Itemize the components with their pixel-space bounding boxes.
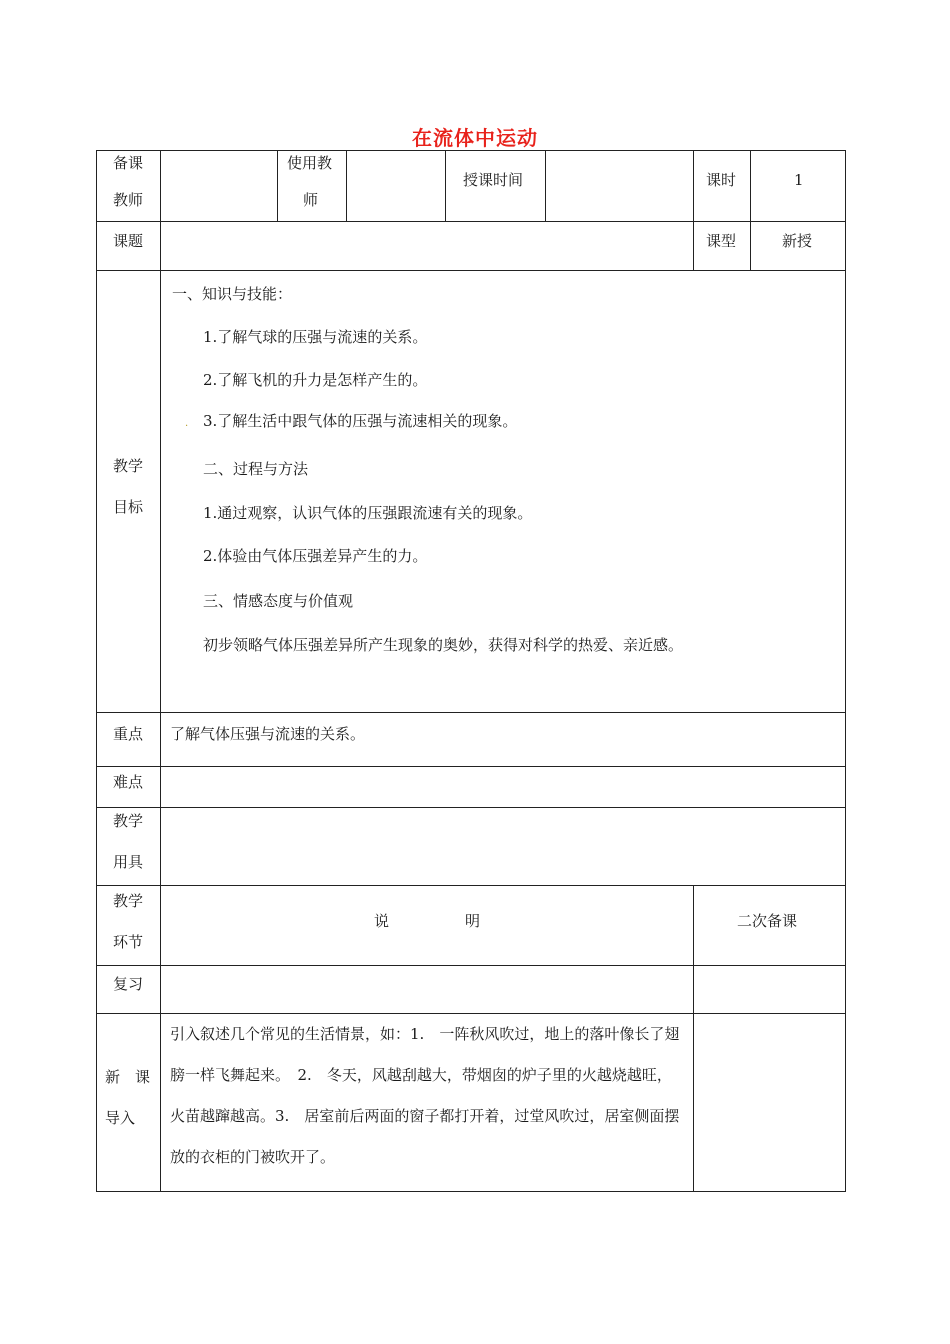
stage-label: 环节 — [113, 933, 144, 951]
row-divider — [96, 712, 846, 713]
second-prep-header: 二次备课 — [737, 912, 798, 930]
lesson-type-label: 课型 — [706, 232, 737, 250]
teach-time-label: 授课时间 — [463, 171, 524, 189]
row-divider — [96, 965, 846, 966]
goal-item: 1.了解气球的压强与流速的关系。 — [203, 328, 428, 346]
goal-item: 1.通过观察，认识气体的压强跟流速有关的现象。 — [203, 504, 533, 522]
goal-heading: 三、情感态度与价值观 — [203, 592, 354, 610]
review-label: 复习 — [113, 975, 144, 993]
column-divider — [750, 150, 751, 270]
period-label: 课时 — [706, 171, 737, 189]
difficulty-label: 难点 — [113, 773, 144, 791]
stray-dot: . — [185, 418, 189, 429]
row-divider — [96, 766, 846, 767]
row-divider — [96, 221, 846, 222]
row-divider — [96, 807, 846, 808]
topic-label: 课题 — [113, 232, 144, 250]
key-point-value: 了解气体压强与流速的关系。 — [170, 725, 366, 743]
goal-item: 2.了解飞机的升力是怎样产生的。 — [203, 371, 428, 389]
column-divider — [693, 150, 694, 270]
goal-item: 2.体验由气体压强差异产生的力。 — [203, 547, 428, 565]
use-teacher-label: 使用教 — [287, 154, 333, 172]
column-divider — [277, 150, 278, 221]
intro-label: 导入 — [105, 1109, 136, 1127]
column-divider — [346, 150, 347, 221]
tools-label: 用具 — [113, 853, 144, 871]
goals-label: 教学 — [113, 457, 144, 475]
tools-label: 教学 — [113, 812, 144, 830]
use-teacher-label: 师 — [303, 191, 319, 209]
goals-label: 目标 — [113, 498, 144, 516]
key-point-label: 重点 — [113, 725, 144, 743]
column-divider — [693, 885, 694, 1192]
prep-teacher-label: 备课 — [113, 154, 144, 172]
page-title: 在流体中运动 — [412, 126, 538, 150]
column-divider — [445, 150, 446, 221]
column-divider — [160, 150, 161, 1192]
description-header: 说 — [374, 912, 390, 930]
goal-item: 3.了解生活中跟气体的压强与流速相关的现象。 — [203, 412, 518, 430]
lesson-type-value: 新授 — [782, 232, 813, 250]
intro-text: 引入叙述几个常见的生活情景，如：1. 一阵秋风吹过，地上的落叶像长了翅膀一样飞舞起来。 2. 冬天，风越刮越大，带烟囱的炉子里的火越烧越旺，火苗越蹿越高。3. 居室前后两面的窗子都打开着，过堂风吹过，居室侧面摆放的衣柜的门被吹开了。 — [170, 1025, 680, 1166]
description-header: 明 — [465, 912, 481, 930]
column-divider — [545, 150, 546, 221]
row-divider — [96, 270, 846, 271]
stage-label: 教学 — [113, 892, 144, 910]
period-value: 1 — [794, 171, 804, 189]
goal-heading: 二、过程与方法 — [203, 460, 309, 478]
goal-item: 初步领略气体压强差异所产生现象的奥妙，获得对科学的热爱、亲近感。 — [203, 636, 684, 654]
row-divider — [96, 885, 846, 886]
intro-label: 新 课 — [105, 1068, 151, 1086]
goal-heading: 一、知识与技能： — [172, 285, 293, 303]
prep-teacher-label: 教师 — [113, 191, 144, 209]
